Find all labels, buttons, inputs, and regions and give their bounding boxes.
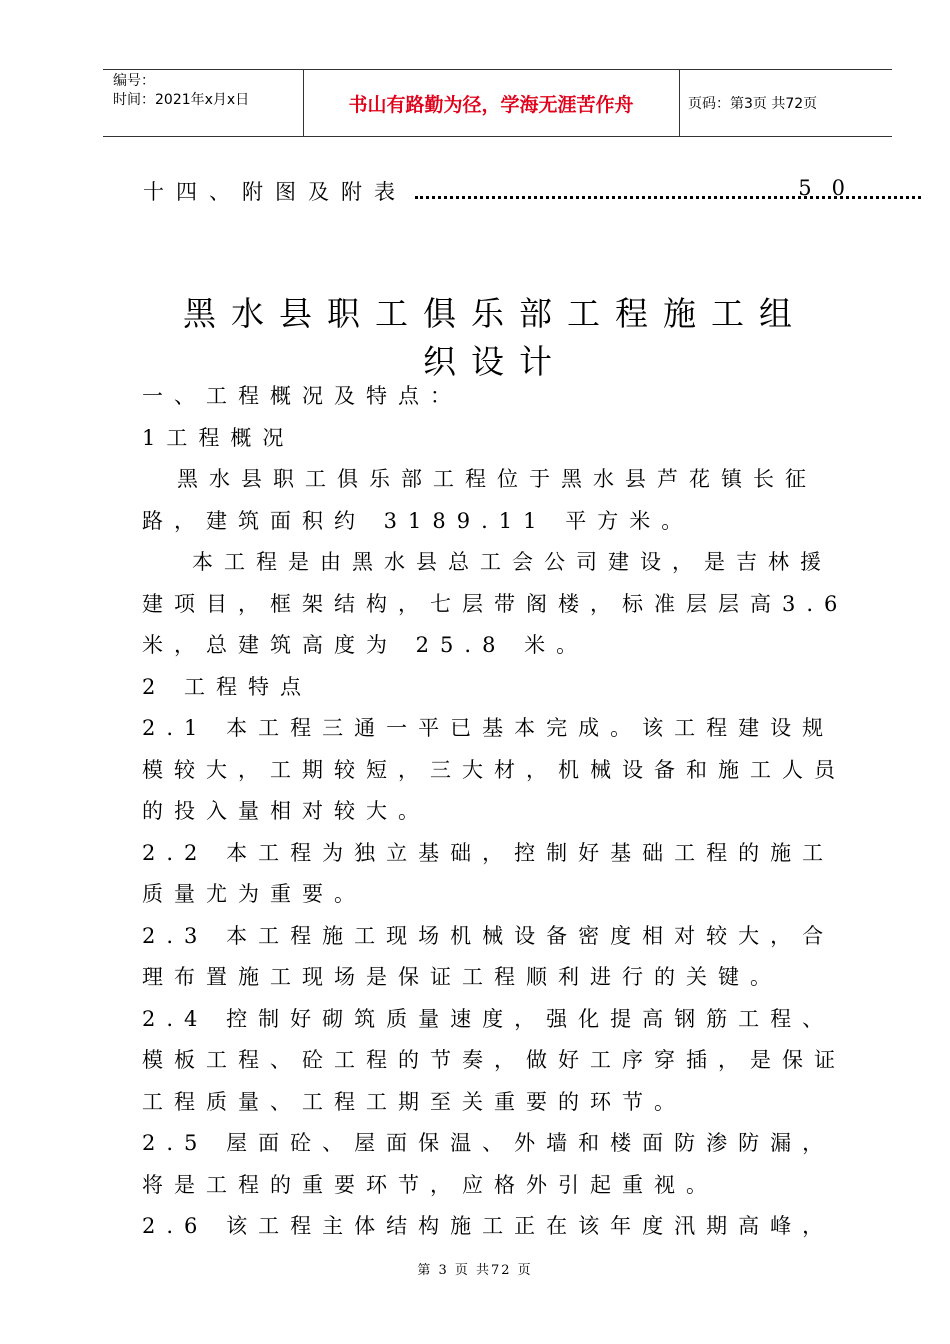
list-item: 2.4 控制好砌筑质量速度，强化提高钢筋工程、模板工程、砼工程的节奏，做好工序穿插，是保证工程质量、工程工期至关重要的环节。 bbox=[142, 1006, 846, 1114]
list-item: 2.3 本工程施工现场机械设备密度相对较大，合理布置施工现场是保证工程顺利进行的关键。 bbox=[142, 923, 835, 989]
body-paragraph: 黑水县职工俱乐部工程位于黑水县芦花镇长征路，建筑面积约 3189.11 平方米。 bbox=[142, 467, 817, 533]
header-motto: 书山有路勤为径，学海无涯苦作舟 bbox=[348, 93, 634, 116]
body-paragraph: 本工程是由黑水县总工会公司建设，是吉林援建项目，框架结构，七层带阁楼，标准层层高3.6 米，总建筑高度为 25.8 米。 bbox=[142, 550, 849, 657]
page-footer: 第 3 页 共72 页 bbox=[417, 1263, 533, 1278]
toc-entry-text: 十四、附图及附表 bbox=[143, 180, 407, 204]
list-item: 2.1 本工程三通一平已基本完成。该工程建设规模较大，工期较短，三大材，机械设备和施工人员的投入量相对较大。 bbox=[142, 716, 846, 823]
title-line-2: 织设计 bbox=[423, 342, 567, 381]
toc-entry bbox=[143, 170, 865, 210]
section-heading: 一、工程概况及特点： bbox=[142, 384, 462, 408]
title-line-1: 黑水县职工俱乐部工程施工组 bbox=[183, 294, 807, 333]
list-item: 2.6 该工程主体结构施工正在该年度汛期高峰， bbox=[142, 1214, 835, 1238]
list-item: 2.2 本工程为独立基础，控制好基础工程的施工质量尤为重要。 bbox=[142, 840, 835, 906]
header-divider bbox=[679, 70, 680, 136]
page-header bbox=[103, 69, 892, 137]
toc-page-number: 50 bbox=[798, 176, 865, 200]
header-meta bbox=[113, 72, 303, 110]
document-title bbox=[140, 290, 850, 386]
time-label: 时间：2021年x月x日 bbox=[113, 92, 250, 108]
subsection-heading: 1工程概况 bbox=[142, 425, 295, 450]
code-label: 编号： bbox=[113, 73, 155, 89]
list-item: 2.5 屋面砼、屋面保温、外墙和楼面防渗防漏，将是工程的重要环节，应格外引起重视。 bbox=[142, 1131, 835, 1197]
subsection-heading: 2 工程特点 bbox=[142, 674, 313, 699]
header-page-info: 页码：第3页 共72页 bbox=[688, 96, 818, 112]
document-body bbox=[142, 376, 862, 1248]
